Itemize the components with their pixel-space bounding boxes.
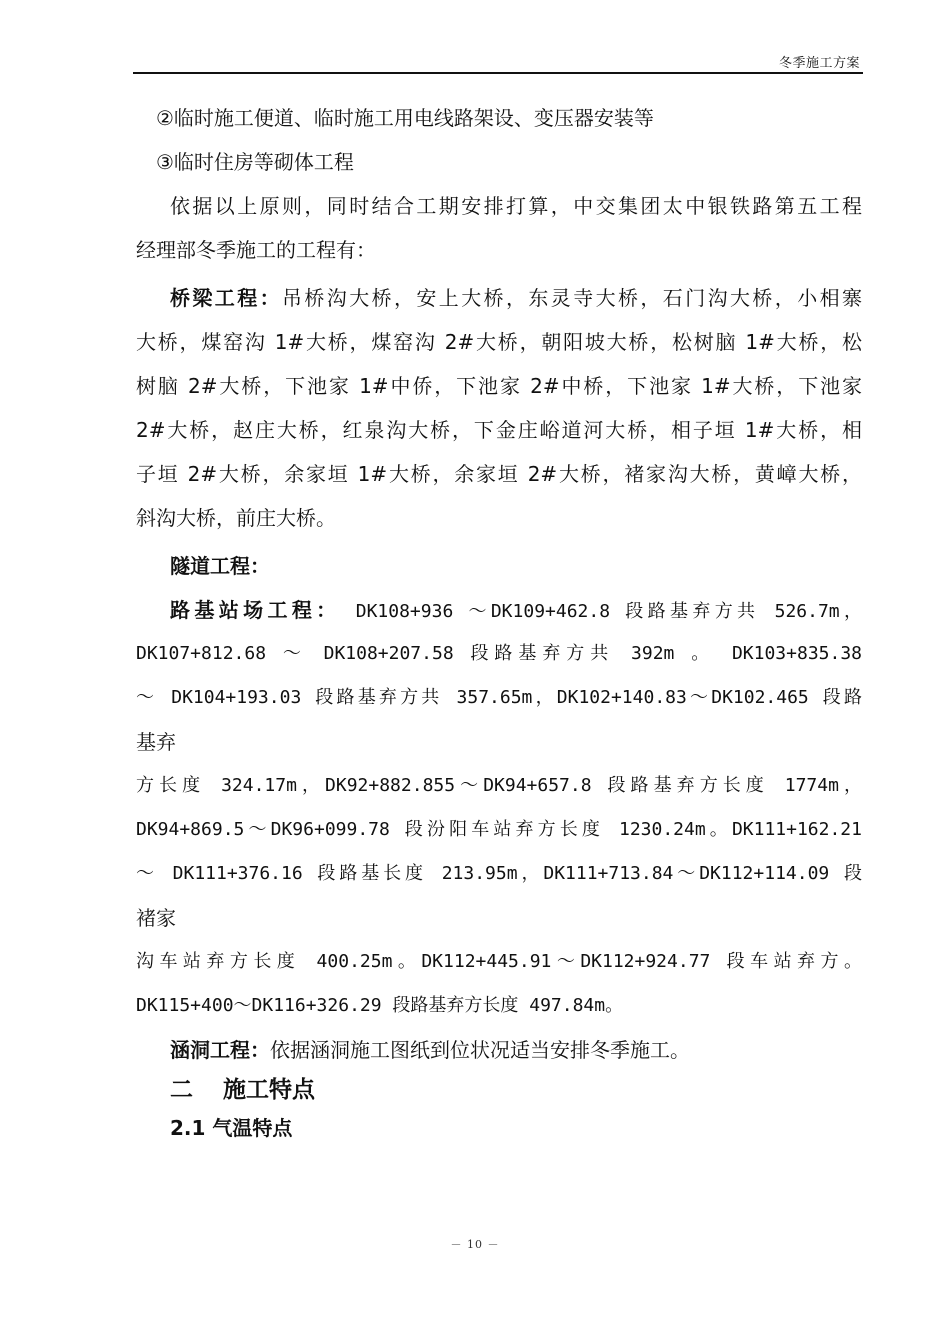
subgrade-works-label: 路基站场工程：	[170, 598, 341, 622]
document-title: 冬季施工方案	[778, 56, 860, 71]
chapter-number: 二	[170, 1077, 193, 1103]
bridge-works-line: 树脑 2#大桥，下池家 1#中侨，下池家 2#中桥，下池家 1#大桥，下池家	[136, 374, 862, 398]
culvert-works-label: 涵洞工程：	[170, 1038, 270, 1062]
intro-paragraph-line: 经理部冬季施工的工程有：	[136, 238, 376, 262]
subgrade-works-line: ～ DK111+376.16 段路基长度 213.95m，DK111+713.84～DK112+114.09 段	[136, 863, 862, 884]
tunnel-works-label: 隧道工程：	[170, 554, 270, 578]
subgrade-works-line: DK115+400～DK116+326.29 段路基弃方长度 497.84m。	[136, 995, 624, 1016]
subgrade-works-line: 基弃	[136, 730, 176, 754]
subgrade-works-line: 褚家	[136, 906, 176, 930]
subgrade-works-line	[136, 588, 862, 632]
bridge-works-line: 子垣 2#大桥，余家垣 1#大桥，余家垣 2#大桥，褚家沟大桥，黄嶂大桥，	[136, 462, 862, 486]
list-item-3: ③临时住房等砌体工程	[156, 150, 354, 174]
subgrade-works-line: 方长度 324.17m，DK92+882.855～DK94+657.8 段路基弃方长度 1774m，	[136, 775, 862, 796]
bridge-works-text: 吊桥沟大桥，安上大桥，东灵寺大桥，石门沟大桥，小相寨	[282, 286, 862, 310]
bridge-works-line	[136, 276, 862, 320]
bridge-works-line: 2#大桥，赵庄大桥，红泉沟大桥，下金庄峪道河大桥，相子垣 1#大桥，相	[136, 418, 862, 442]
page-header	[133, 54, 863, 74]
chapter-title: 施工特点	[223, 1077, 315, 1103]
page-number: － 10 －	[450, 1238, 500, 1251]
subgrade-works-line: 沟车站弃方长度 400.25m。DK112+445.91～DK112+924.77 段车站弃方。	[136, 951, 862, 972]
subgrade-works-line: ～ DK104+193.03 段路基弃方共 357.65m，DK102+140.83～DK102.465 段路	[136, 687, 862, 708]
bridge-works-line: 大桥，煤窑沟 1#大桥，煤窑沟 2#大桥，朝阳坡大桥，松树脑 1#大桥，松	[136, 330, 862, 354]
subgrade-works-text: DK108+936 ～DK109+462.8 段路基弃方共 526.7m，	[340, 601, 862, 622]
subgrade-works-line: DK107+812.68 ～ DK108+207.58 段路基弃方共 392m 。 DK103+835.38	[136, 643, 862, 664]
bridge-works-label: 桥梁工程：	[170, 286, 282, 310]
bridge-works-line: 斜沟大桥，前庄大桥。	[136, 506, 336, 530]
culvert-works-text: 依据涵洞施工图纸到位状况适当安排冬季施工。	[270, 1038, 690, 1062]
tunnel-works-line	[136, 544, 862, 588]
list-item-2: ②临时施工便道、临时施工用电线路架设、变压器安装等	[156, 106, 654, 130]
section-heading: 2.1 气温特点	[170, 1116, 293, 1140]
document-body	[136, 96, 862, 1148]
intro-paragraph-line: 依据以上原则，同时结合工期安排打算，中交集团太中银铁路第五工程	[170, 194, 862, 218]
chapter-heading	[136, 1072, 862, 1108]
culvert-works-line	[136, 1028, 862, 1072]
subgrade-works-line: DK94+869.5～DK96+099.78 段汾阳车站弃方长度 1230.24m。DK111+162.21	[136, 819, 862, 840]
